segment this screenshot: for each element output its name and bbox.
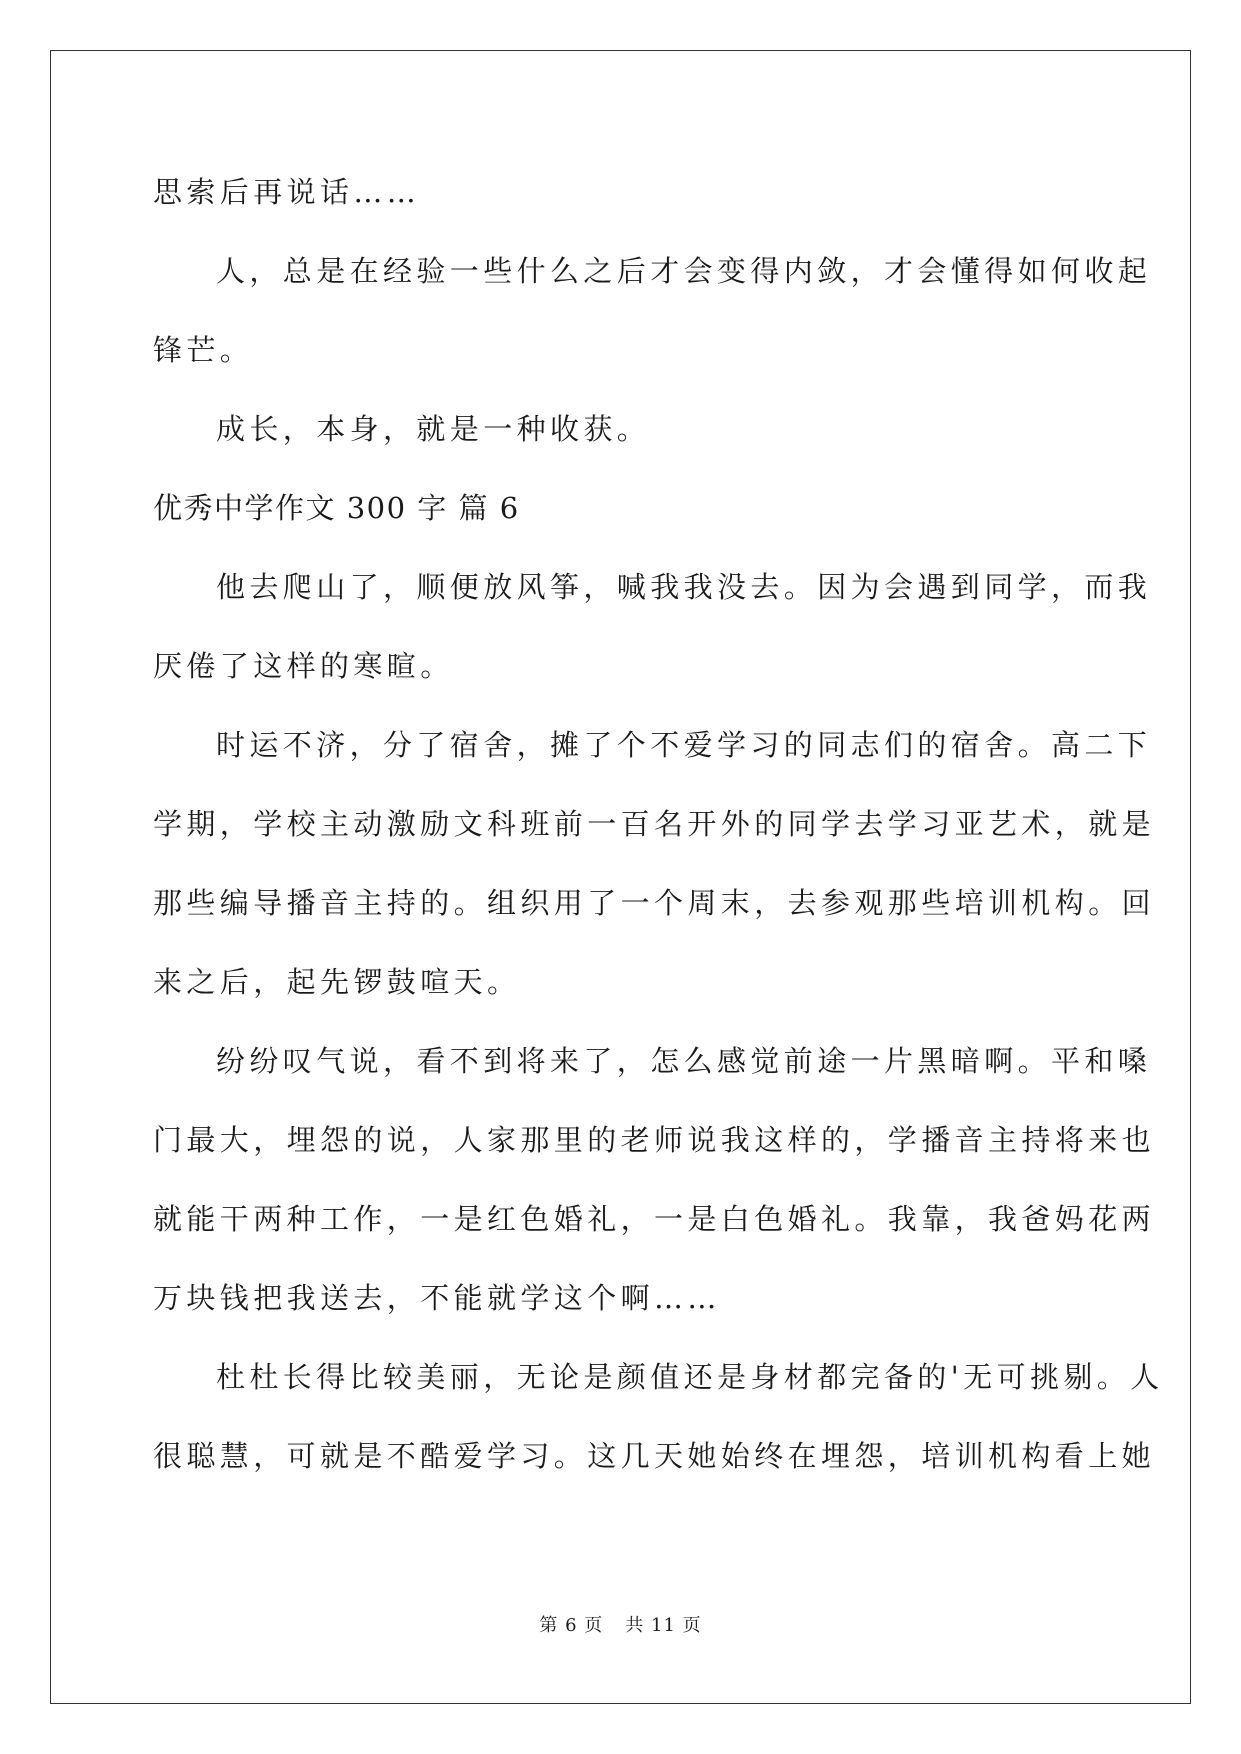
text-line: 人，总是在经验一些什么之后才会变得内敛，才会懂得如何收起 (216, 254, 1152, 288)
section-heading: 优秀中学作文 300 字 篇 6 (153, 491, 520, 525)
text-line: 那些编导播音主持的。组织用了一个周末，去参观那些培训机构。回 (153, 886, 1156, 920)
text-line: 时运不济，分了宿舍，摊了个不爱学习的同志们的宿舍。高二下 (216, 728, 1152, 762)
text-line: 来之后，起先锣鼓喧天。 (153, 965, 521, 999)
text-line: 万块钱把我送去，不能就学这个啊…… (153, 1281, 721, 1315)
text-line: 学期，学校主动激励文科班前一百名开外的同学去学习亚艺术，就是 (153, 807, 1156, 841)
page-total: 共 11 页 (625, 1615, 702, 1636)
page-number: 第 6 页 (539, 1615, 604, 1636)
text-line: 思索后再说话…… (153, 175, 421, 209)
text-line: 厌倦了这样的寒暄。 (153, 649, 454, 683)
text-line: 杜杜长得比较美丽，无论是颜值还是身材都完备的'无可挑剔。人 (216, 1360, 1164, 1394)
text-line: 纷纷叹气说，看不到将来了，怎么感觉前途一片黑暗啊。平和嗓 (216, 1044, 1152, 1078)
text-line: 就能干两种工作，一是红色婚礼，一是白色婚礼。我靠，我爸妈花两 (153, 1202, 1156, 1236)
page-footer (0, 1611, 1241, 1637)
text-line: 门最大，埋怨的说，人家那里的老师说我这样的，学播音主持将来也 (153, 1123, 1156, 1157)
text-line: 成长，本身，就是一种收获。 (216, 412, 651, 446)
document-body (153, 162, 1164, 1505)
text-line: 锋芒。 (153, 333, 254, 367)
text-line: 他去爬山了，顺便放风筝，喊我我没去。因为会遇到同学，而我 (216, 570, 1152, 604)
text-line: 很聪慧，可就是不酷爱学习。这几天她始终在埋怨，培训机构看上她 (153, 1439, 1156, 1473)
